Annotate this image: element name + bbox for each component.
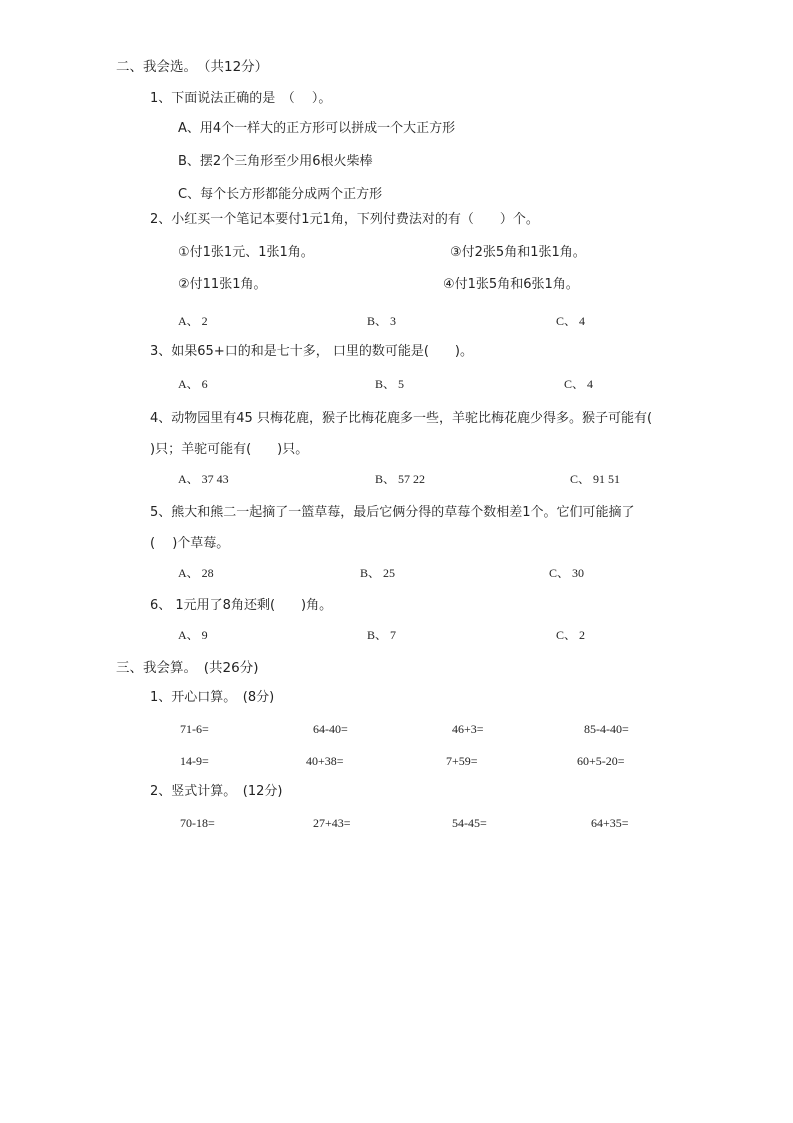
- q5-text-line1: 5、熊大和熊二一起摘了一篮草莓，最后它俩分得的草莓个数相差1个。它们可能摘了: [150, 505, 635, 520]
- calc-item: 27+43=: [313, 816, 351, 830]
- calc-item: 40+38=: [306, 754, 344, 768]
- calc-item: 7+59=: [446, 754, 478, 768]
- q4-text-line1: 4、动物园里有45 只梅花鹿，猴子比梅花鹿多一些，羊驼比梅花鹿少得多。猴子可能有(: [150, 411, 653, 426]
- q3-option-a: A、 6: [178, 377, 208, 391]
- q6-option-b: B、 7: [367, 628, 397, 642]
- q2-option-c: C、 4: [556, 314, 586, 328]
- q2-text: 2、小红买一个笔记本要付1元1角，下列付费法对的有（ ）个。: [150, 212, 539, 227]
- calc-item: 54-45=: [452, 816, 487, 830]
- calc-item: 85-4-40=: [584, 722, 629, 736]
- q2-method-2: ②付11张1角。: [178, 277, 267, 292]
- q4-option-c: C、 91 51: [570, 472, 621, 486]
- calc-item: 46+3=: [452, 722, 484, 736]
- q2-method-1: ①付1张1元、1张1角。: [178, 245, 314, 260]
- section-2-title: 二、我会选。 （共12分）: [116, 59, 269, 75]
- q6-text: 6、 1元用了8角还剩( )角。: [150, 598, 333, 613]
- q3-text: 3、如果65+口的和是七十多， 口里的数可能是( )。: [150, 344, 473, 359]
- q1-option-a: A、用4个一样大的正方形可以拼成一个大正方形: [178, 121, 456, 136]
- q4-text-line2: )只；羊驼可能有( )只。: [150, 442, 309, 457]
- part-1-title: 1、开心口算。 (8分): [150, 690, 275, 705]
- q1-option-b: B、摆2个三角形至少用6根火柴棒: [178, 154, 373, 169]
- q2-option-a: A、 2: [178, 314, 208, 328]
- q3-option-b: B、 5: [375, 377, 405, 391]
- q3-option-c: C、 4: [564, 377, 594, 391]
- q4-option-b: B、 57 22: [375, 472, 426, 486]
- q6-option-a: A、 9: [178, 628, 208, 642]
- q1-text: 1、下面说法正确的是 （ ）。: [150, 91, 332, 106]
- calc-item: 71-6=: [180, 722, 209, 736]
- calc-item: 60+5-20=: [577, 754, 625, 768]
- q5-option-c: C、 30: [549, 566, 585, 580]
- q2-method-3: ③付2张5角和1张1角。: [450, 245, 586, 260]
- section-3-title: 三、我会算。 (共26分): [116, 660, 259, 676]
- calc-item: 64+35=: [591, 816, 629, 830]
- q5-text-line2: ( )个草莓。: [150, 536, 230, 551]
- calc-item: 70-18=: [180, 816, 215, 830]
- q2-method-4: ④付1张5角和6张1角。: [443, 277, 579, 292]
- q5-option-b: B、 25: [360, 566, 396, 580]
- q1-option-c: C、每个长方形都能分成两个正方形: [178, 187, 383, 202]
- q6-option-c: C、 2: [556, 628, 586, 642]
- part-2-title: 2、竖式计算。 (12分): [150, 784, 283, 799]
- q2-option-b: B、 3: [367, 314, 397, 328]
- calc-item: 14-9=: [180, 754, 209, 768]
- calc-item: 64-40=: [313, 722, 348, 736]
- q4-option-a: A、 37 43: [178, 472, 229, 486]
- q5-option-a: A、 28: [178, 566, 214, 580]
